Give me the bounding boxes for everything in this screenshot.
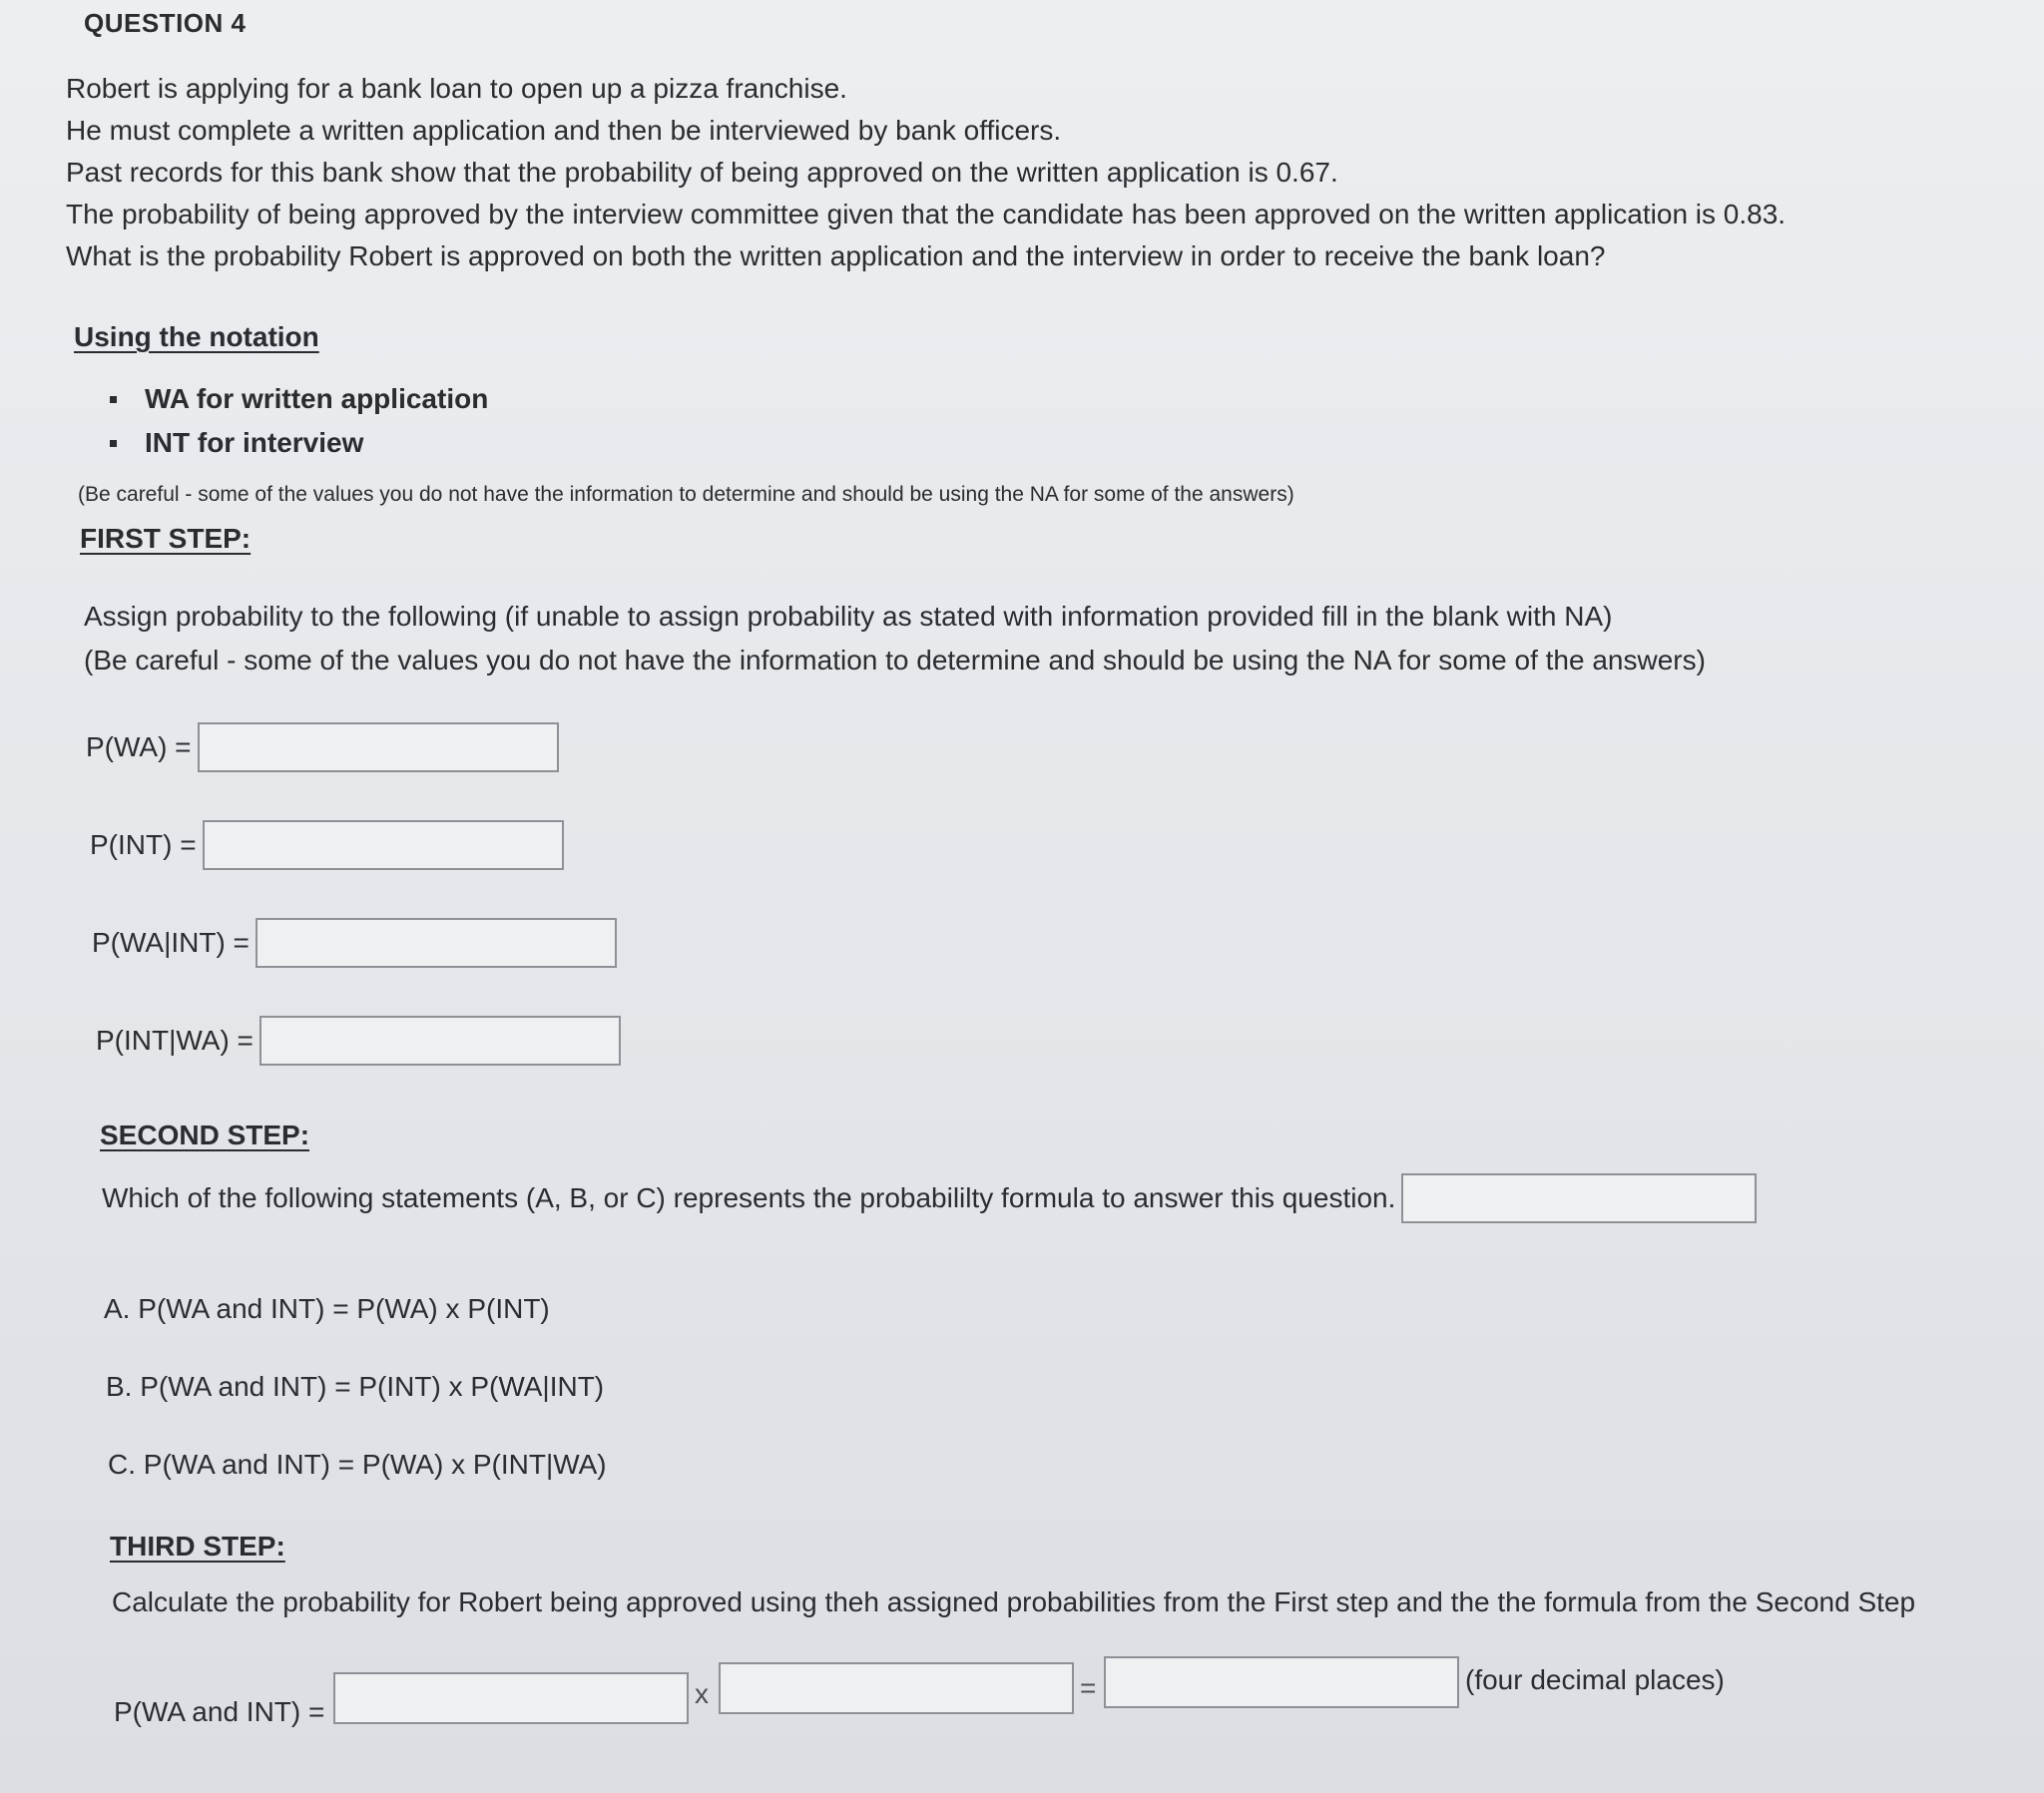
option-b: B. P(WA and INT) = P(INT) x P(WA|INT) (106, 1371, 605, 1402)
pwa-given-int-input[interactable] (256, 918, 617, 968)
notation-item-int (110, 421, 488, 465)
first-step-instructions (84, 595, 1706, 682)
instruction-line: (Be careful - some of the values you do not have the information to determine and should be using the NA for some of the answers) (84, 645, 1706, 675)
pint-given-wa-label: P(INT|WA) = (96, 1025, 254, 1056)
calc-label-row (114, 1696, 330, 1728)
pint-input[interactable] (203, 820, 564, 870)
first-step-heading: FIRST STEP: (80, 523, 252, 554)
notation-list (110, 377, 488, 465)
notation-heading: Using the notation (74, 321, 319, 352)
decimal-places-note: (four decimal places) (1465, 1664, 1725, 1695)
pint-row (90, 820, 564, 870)
formula-choice-input[interactable] (1401, 1173, 1757, 1223)
careful-note: (Be careful - some of the values you do not have the information to determine and should be using the NA for some of the answers) (78, 483, 1294, 506)
times-symbol: x (695, 1678, 709, 1709)
problem-line: Robert is applying for a bank loan to open up a pizza franchise. (66, 73, 847, 104)
formula-choice-row (102, 1173, 1757, 1223)
instruction-line: Assign probability to the following (if unable to assign probability as stated with information provided fill in the blank with NA) (84, 601, 1613, 632)
pwa-row (86, 722, 559, 772)
notation-item-label: WA for written application (145, 383, 489, 414)
question-title: QUESTION 4 (84, 8, 247, 38)
third-step-heading: THIRD STEP: (110, 1531, 285, 1562)
pint-given-wa-input[interactable] (259, 1016, 621, 1066)
option-a: A. P(WA and INT) = P(WA) x P(INT) (104, 1293, 550, 1324)
bullet-icon (110, 440, 117, 447)
calc-factor1-input[interactable] (333, 1672, 689, 1724)
problem-line: The probability of being approved by the interview committee given that the candidate has been approved on the written application is 0.83. (66, 199, 1787, 229)
problem-statement (66, 68, 1786, 277)
calc-result-input[interactable] (1104, 1656, 1459, 1708)
pint-given-wa-row (96, 1016, 621, 1066)
calc-factor2-input[interactable] (719, 1662, 1074, 1714)
pwa-given-int-label: P(WA|INT) = (92, 927, 250, 958)
equals-symbol: = (1080, 1672, 1097, 1703)
notation-item-wa (110, 377, 488, 421)
calc-label: P(WA and INT) = (114, 1696, 325, 1727)
bullet-icon (110, 396, 117, 403)
pwa-input[interactable] (198, 722, 559, 772)
third-step-instruction: Calculate the probability for Robert being approved using theh assigned probabilities from the First step and the the formula from the Second Step (112, 1586, 1916, 1617)
problem-line: Past records for this bank show that the probability of being approved on the written application is 0.67. (66, 157, 1338, 188)
problem-line: What is the probability Robert is approved on both the written application and the interview in order to receive the bank loan? (66, 240, 1606, 271)
pwa-given-int-row (92, 918, 617, 968)
pint-label: P(INT) = (90, 829, 197, 860)
option-c: C. P(WA and INT) = P(WA) x P(INT|WA) (108, 1449, 607, 1480)
problem-line: He must complete a written application and then be interviewed by bank officers. (66, 115, 1062, 146)
formula-question: Which of the following statements (A, B, or C) represents the probabililty formula to answer this question. (102, 1182, 1396, 1213)
notation-item-label: INT for interview (145, 427, 364, 458)
pwa-label: P(WA) = (86, 731, 192, 762)
second-step-heading: SECOND STEP: (100, 1120, 310, 1150)
